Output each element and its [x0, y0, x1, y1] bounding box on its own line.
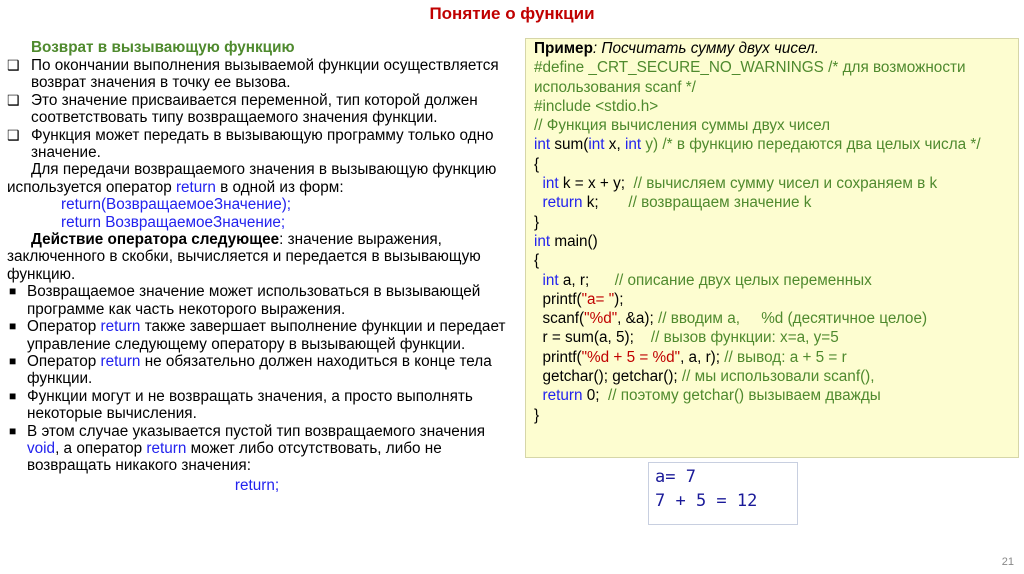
left-text-column	[7, 38, 507, 494]
output-line: 7 + 5 = 12	[655, 491, 758, 511]
code-line: #define _CRT_SECURE_NO_WARNINGS /* для возможности использования scanf */	[534, 59, 970, 96]
return-form-1: return(ВозвращаемоеЗначение);	[61, 196, 292, 214]
checkbox-bullet-icon: ❑	[7, 126, 20, 143]
paragraph-action: Действие оператора следующее: значение выражения, заключенного в скобки, вычисляется и передается в вызывающую функцию.	[7, 231, 481, 283]
example-heading: Пример: Посчитать сумму двух чисел.	[534, 40, 819, 57]
bullet-item: ❑ Это значение присваивается переменной, тип которой должен соответствовать типу возвращаемого значения функции.	[7, 91, 478, 127]
bullet-item: ■ В этом случае указывается пустой тип возвращаемого значения void, а оператор return может либо отсутствовать, либо не возвращать никакого значения:	[9, 422, 486, 475]
page-number: 21	[1001, 556, 1014, 568]
code-line: int sum(int x, int y) /* в функцию передаются два целых числа */	[534, 136, 981, 154]
code-example-box	[525, 38, 1019, 458]
checkbox-bullet-icon: ❑	[7, 57, 20, 73]
code-line: {	[534, 252, 540, 270]
code-line: }	[534, 213, 540, 231]
square-bullet-icon: ■	[9, 388, 17, 403]
square-bullet-icon: ■	[9, 284, 17, 299]
output-line: a= 7	[655, 467, 696, 487]
square-bullet-icon: ■	[9, 423, 17, 438]
bullet-item: ■ Оператор return не обязательно должен находиться в конце тела функции.	[9, 352, 492, 388]
code-line: getchar(); getchar(); // мы использовали scanf(),	[542, 368, 875, 386]
slide-title: Понятие о функции	[429, 4, 595, 23]
code-line: printf("%d + 5 = %d", a, r); // вывод: a + 5 = r	[542, 348, 847, 366]
bullet-item: ■ Оператор return также завершает выполнение функции и передает управление следующему оператору в вызывающей функции.	[9, 318, 506, 353]
square-bullet-icon: ■	[9, 319, 17, 334]
code-line: int main()	[534, 232, 598, 250]
paragraph-return-forms: Для передачи возвращаемого значения в вызывающую функцию используется оператор return в одной из форм:	[7, 161, 497, 196]
return-void-statement: return;	[234, 476, 280, 494]
code-line: r = sum(a, 5); // вызов функции: x=a, y=5	[542, 329, 839, 347]
section-subtitle: Возврат в вызывающую функцию	[31, 39, 295, 56]
code-line: #include <stdio.h>	[534, 97, 659, 115]
code-line: return k; // возвращаем значение k	[542, 194, 812, 212]
code-line: {	[534, 155, 540, 173]
code-line: }	[534, 406, 540, 424]
return-form-2: return ВозвращаемоеЗначение;	[61, 213, 286, 231]
code-line: // Функция вычисления суммы двух чисел	[534, 117, 831, 135]
code-line: printf("a= ");	[542, 290, 624, 308]
code-line: return 0; // поэтому getchar() вызываем дважды	[542, 387, 881, 405]
checkbox-bullet-icon: ❑	[7, 91, 20, 108]
code-line: int a, r; // описание двух целых переменных	[542, 271, 872, 289]
console-output-box	[648, 462, 798, 525]
bullet-item: ❑ По окончании выполнения вызываемой функции осуществляется возврат значения в точку ее вызова.	[7, 57, 499, 92]
bullet-item: ❑ Функция может передать в вызывающую программу только одно значение.	[7, 126, 494, 162]
square-bullet-icon: ■	[9, 353, 17, 368]
code-line: int k = x + y; // вычисляем сумму чисел и сохраняем в k	[542, 175, 938, 193]
bullet-item: ■ Возвращаемое значение может использоваться в вызывающей программе как часть некоторого выражения.	[9, 283, 481, 318]
code-line: scanf("%d", &a); // вводим а, %d (десятичное целое)	[542, 310, 928, 328]
bullet-item: ■ Функции могут и не возвращать значения, а просто выполнять некоторые вычисления.	[9, 387, 473, 423]
